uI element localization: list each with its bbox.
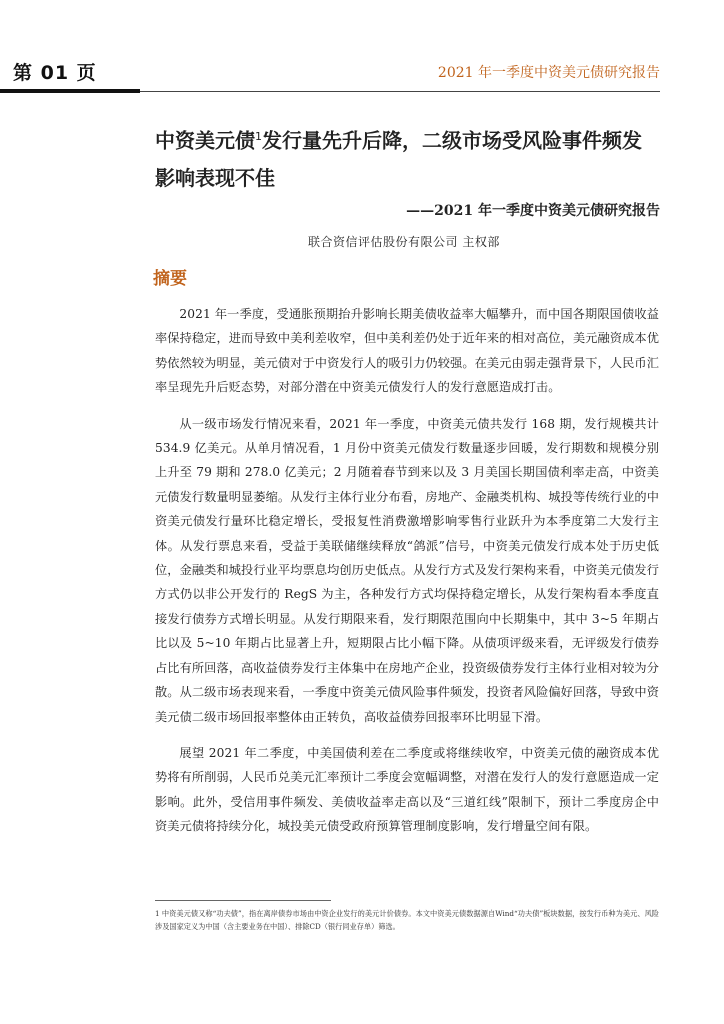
footnote-marker[interactable]: 1 (255, 130, 262, 143)
paragraph: 从一级市场发行情况来看，2021 年一季度，中资美元债共发行 168 期，发行规模共计 534.9 亿美元。从单月情况看，1 月份中资美元债发行数量逐步回暖，发行期数和规模分别上升至 79 期和 278.0 亿美元；2 月随着春节到来以及 3 月美国长期国债利率走高，中资美元债发行数量明显萎缩。从发行主体行业分布看，房地产、金融类机构、城投等传统行业的中资美元债发行量环比稳定增长，受报复性消费激增影响零售行业跃升为本季度第二大发行主体。从发行票息来看，受益于美联储继续释放“鸽派”信号，中资美元债发行成本处于历史低位，金融类和城投行业平均票息均创历史低点。从发行方式及发行架构来看，中资美元债发行方式仍以非公开发行的 RegS 为主，各种发行方式均保持稳定增长，从发行架构看本季度直接发行债券方式增长明显。从发行期限来看，发行期限范围向中长期集中，其中 3~5 年期占比以及 5~10 年期占比显著上升，短期限占比小幅下降。从债项评级来看，无评级发行债券占比有所回落，高收益债券发行主体集中在房地产企业，投资级债券发行主体行业相对较为分散。从二级市场表现来看，一季度中资美元债风险事件频发，投资者风险偏好回落，导致中资美元债二级市场回报率整体由正转负，高收益债券回报率环比明显下滑。 (155, 416, 659, 724)
footnote: 1 中资美元债又称“功夫债”，指在离岸债券市场由中资企业发行的美元计价债券。本文中资美元债数据源自Wind“功夫债”板块数据，按发行币种为美元、风险涉及国家定义为中国（含主要业务在中国）、排除CD（银行同业存单）筛选。 (155, 909, 659, 931)
page-number: 第 01 页 (13, 62, 97, 84)
section-heading-abstract: 摘要 (153, 269, 187, 289)
document-subtitle: ——2021 年一季度中资美元债研究报告 (406, 203, 660, 219)
footnote-rule (155, 900, 331, 901)
header-rule-thin (140, 91, 660, 92)
abstract-body (155, 302, 659, 851)
title-part1: 中资美元债 (155, 128, 255, 153)
title-part2: 发行量先升后降，二级市场受风险事件频发影响表现不佳 (155, 128, 642, 190)
paragraph: 2021 年一季度，受通胀预期抬升影响长期美债收益率大幅攀升，而中国各期限国债收益率保持稳定，进而导致中美利差收窄，但中美利差仍处于近年来的相对高位，美元融资成本优势依然较为明显，美元债对于中资发行人的吸引力仍较强。在美元由弱走强背景下，人民币汇率呈现先升后贬态势，对部分潜在中资美元债发行人的发行意愿造成打击。 (155, 307, 659, 395)
document-title (155, 118, 655, 197)
author-line: 联合资信评估股份有限公司 主权部 (308, 235, 500, 249)
paragraph: 展望 2021 年二季度，中美国债利差在二季度或将继续收窄，中资美元债的融资成本优势将有所削弱，人民币兑美元汇率预计二季度会宽幅调整，对潜在发行人的发行意愿造成一定影响。此外，受信用事件频发、美债收益率走高以及“三道红线”限制下，预计二季度房企中资美元债将持续分化，城投美元债受政府预算管理制度影响，发行增量空间有限。 (155, 745, 659, 834)
report-title: 2021 年一季度中资美元债研究报告 (437, 65, 660, 81)
header-rule-thick (0, 89, 140, 93)
